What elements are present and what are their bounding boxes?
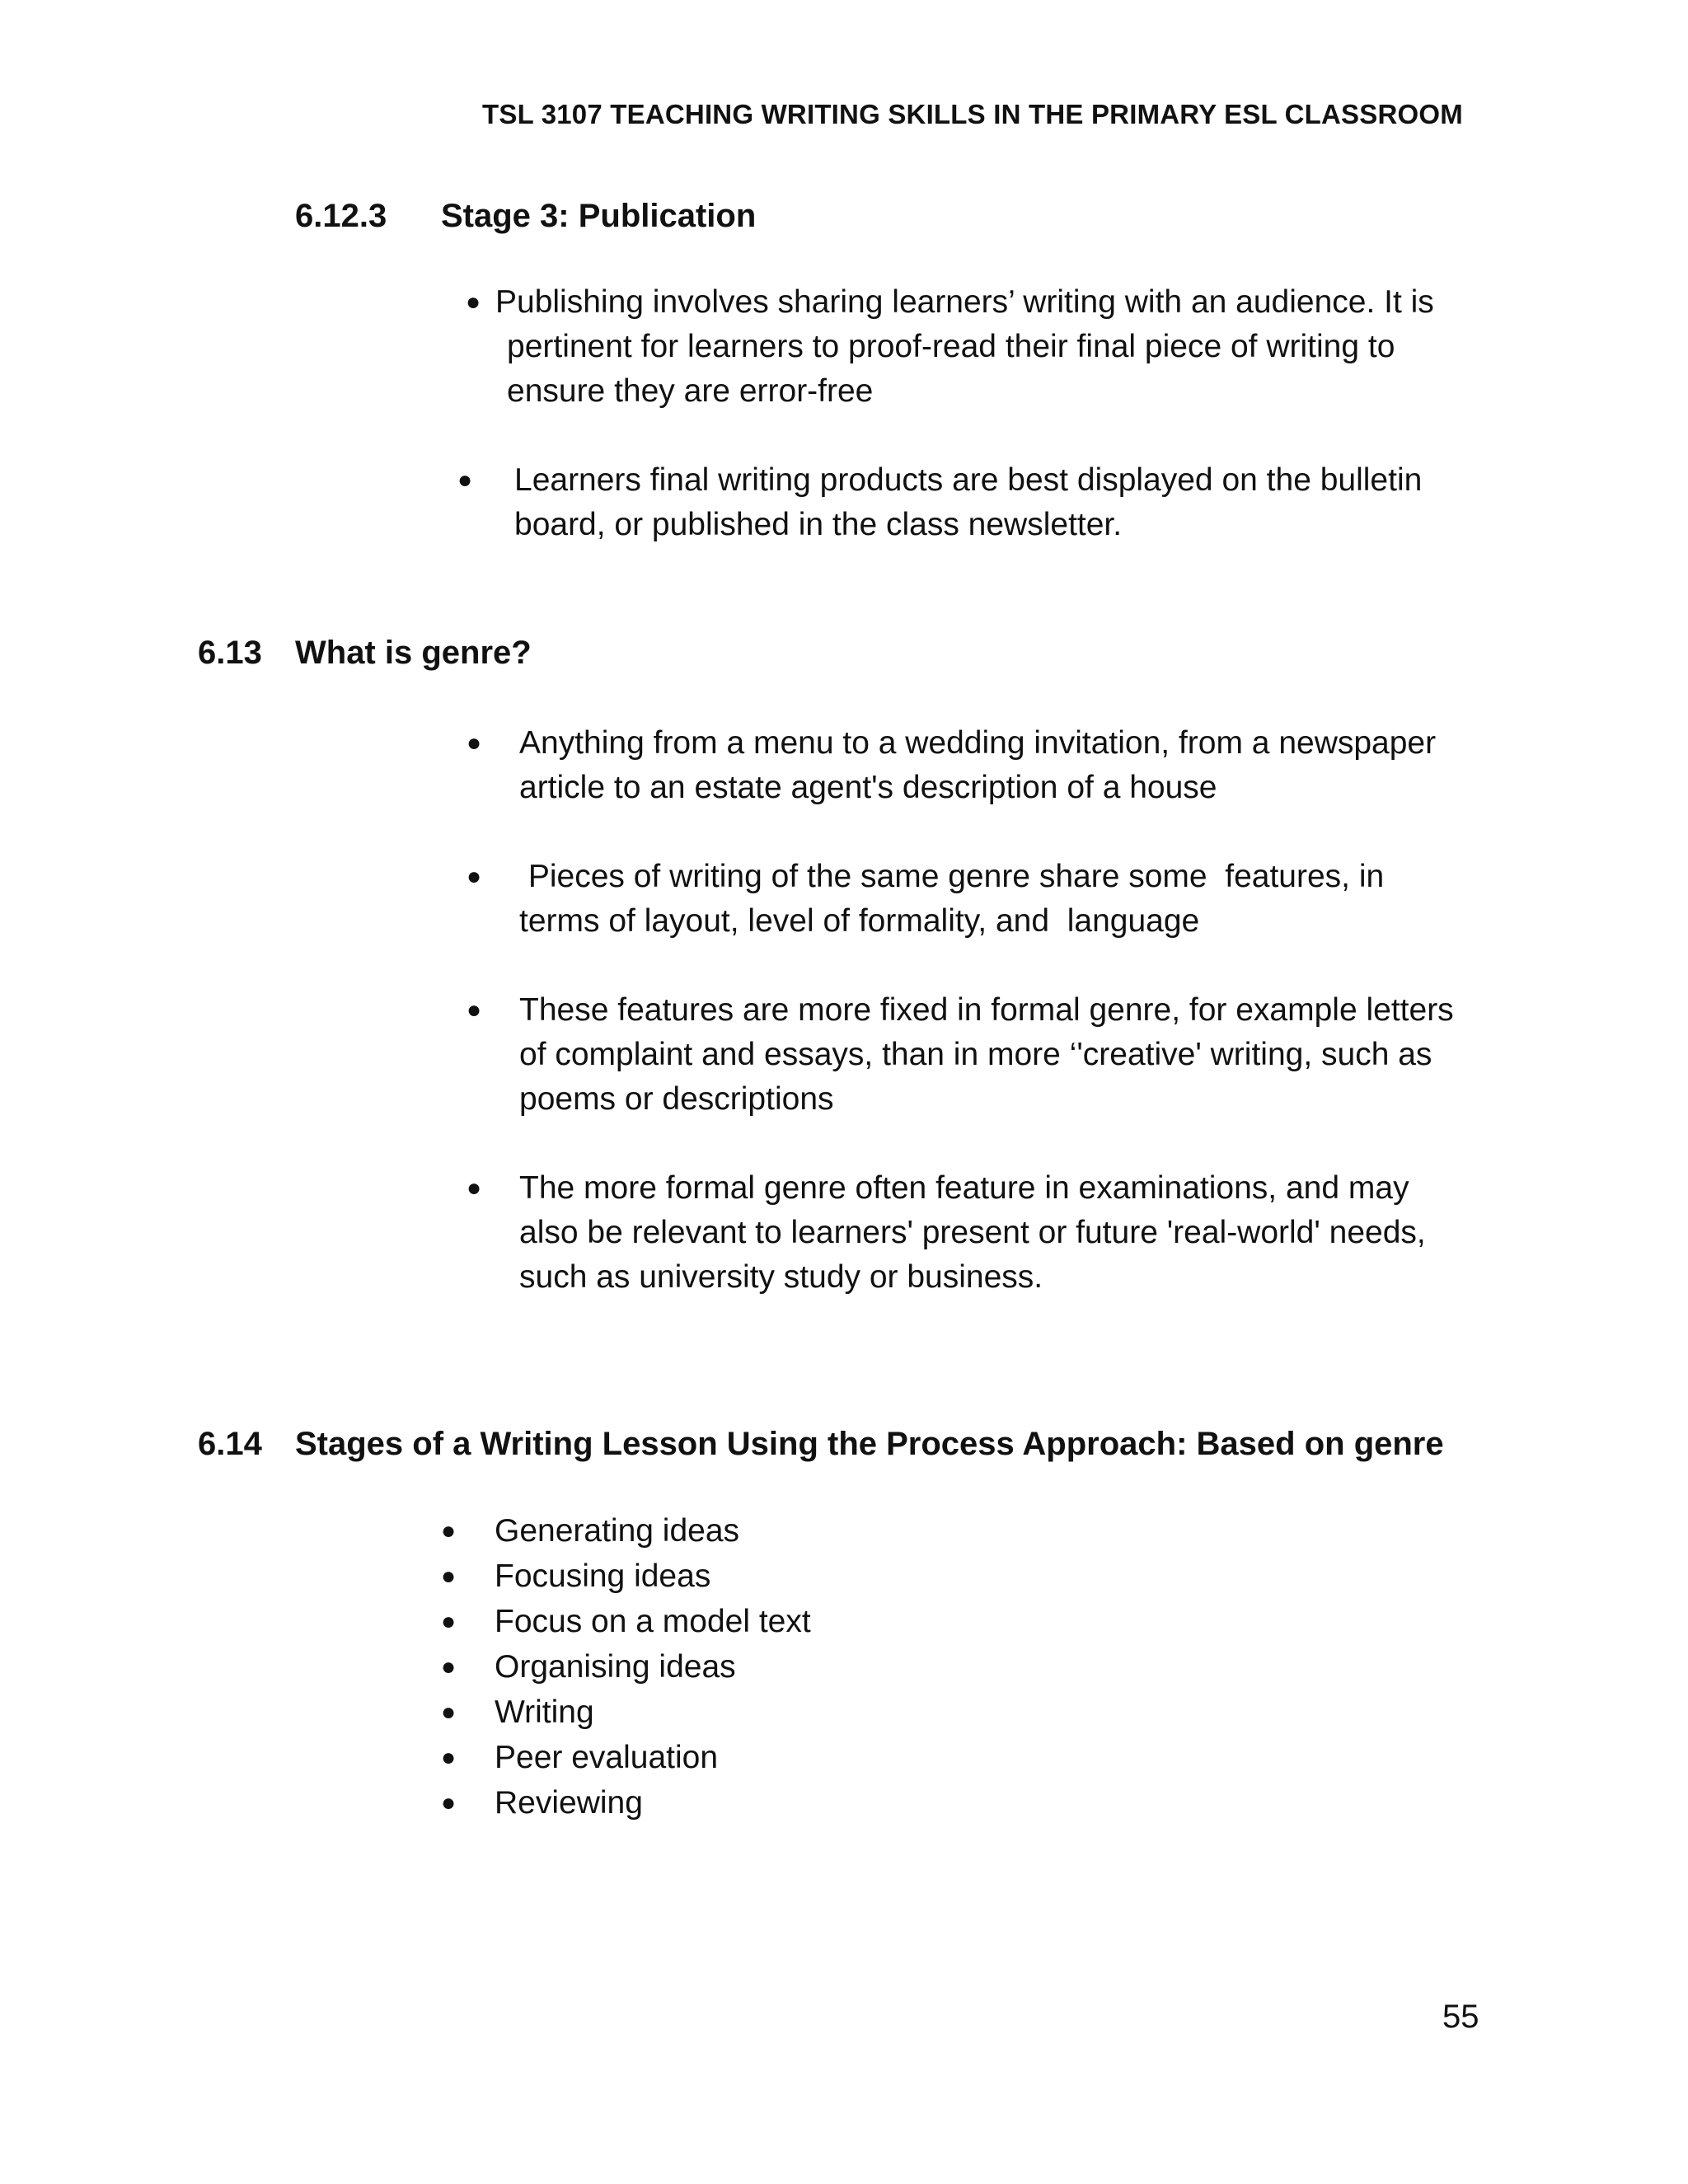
list-item-text: Publishing involves sharing learners’ writing with an audience. It is pertinent for learners to proof-read their final piece of writing to ensure they are error-free: [495, 284, 1434, 409]
list-item: [441, 1508, 1183, 1554]
list-item: [464, 1166, 1470, 1300]
list-item-text: Peer evaluation: [495, 1740, 719, 1775]
section-number: 6.14: [198, 1426, 262, 1462]
bullet-icon: ●: [441, 1789, 457, 1816]
list-item: [441, 1554, 1183, 1599]
list-item-text: Focus on a model text: [495, 1604, 811, 1639]
page-number: 55: [1442, 1999, 1479, 2035]
bullet-list-publication: [457, 280, 1467, 547]
bullet-icon: ●: [441, 1744, 457, 1771]
section-heading-6-12-3: [295, 198, 757, 235]
bullet-list-genre: [464, 721, 1470, 1300]
bullet-icon: ●: [467, 729, 482, 757]
list-item-text: Learners final writing products are best displayed on the bulletin board, or published in the class newsletter.: [514, 462, 1423, 542]
section-heading-6-14: [198, 1426, 1444, 1463]
list-item-text: Generating ideas: [495, 1513, 740, 1549]
list-item: [441, 1690, 1183, 1735]
list-item-text: The more formal genre often feature in examinations, and may also be relevant to learners' present or future 'real-world' needs, such as university study or business.: [519, 1170, 1426, 1295]
list-item-text: Writing: [495, 1694, 594, 1730]
section-title: What is genre?: [295, 635, 532, 671]
list-item: [441, 1599, 1183, 1644]
list-item: [464, 855, 1470, 944]
list-item: [457, 458, 1467, 547]
list-item-text: Anything from a menu to a wedding invitation, from a newspaper article to an estate agent's description of a house: [519, 725, 1437, 805]
bullet-icon: ●: [441, 1699, 457, 1726]
list-item: [464, 721, 1470, 810]
list-item-text: Focusing ideas: [495, 1558, 711, 1594]
list-item-text: Pieces of writing of the same genre share some features, in terms of layout, level of formality, and language: [519, 859, 1394, 939]
bullet-icon: ●: [467, 1174, 482, 1202]
list-item: [441, 1780, 1183, 1825]
section-title: Stages of a Writing Lesson Using the Process Approach: Based on genre: [295, 1426, 1444, 1462]
section-number: 6.13: [198, 635, 262, 671]
bullet-icon: ●: [467, 863, 482, 890]
list-item-text: These features are more fixed in formal genre, for example letters of complaint and essays, than in more ‘'creative' writing, such as poems or descriptions: [519, 992, 1454, 1117]
list-item: [464, 988, 1470, 1122]
section-title: Stage 3: Publication: [441, 198, 757, 234]
section-number: 6.12.3: [295, 198, 387, 234]
bullet-icon: ●: [441, 1608, 457, 1635]
bullet-icon: ●: [441, 1563, 457, 1590]
section-heading-6-13: [198, 635, 532, 672]
running-header: TSL 3107 TEACHING WRITING SKILLS IN THE PRIMARY ESL CLASSROOM: [482, 99, 1463, 129]
bullet-icon: ●: [457, 466, 473, 494]
list-item: [462, 280, 1467, 414]
bullet-icon: ●: [466, 288, 481, 316]
bullet-list-stages: [441, 1508, 1183, 1825]
list-item-text: Organising ideas: [495, 1649, 736, 1685]
bullet-icon: ●: [467, 996, 482, 1024]
bullet-icon: ●: [441, 1517, 457, 1544]
list-item: [441, 1644, 1183, 1690]
list-item: [441, 1735, 1183, 1780]
bullet-icon: ●: [441, 1653, 457, 1680]
list-item-text: Reviewing: [495, 1785, 643, 1821]
